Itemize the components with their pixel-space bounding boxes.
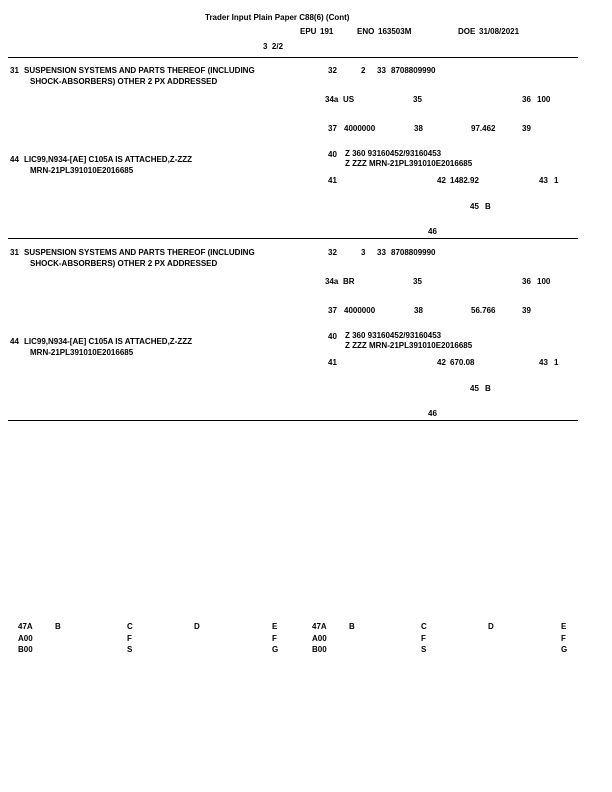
box47-col-d-header: D xyxy=(194,622,200,631)
box40-previous-document-line2: Z ZZZ MRN-21PL391010E2016685 xyxy=(345,159,473,168)
box47a-header: 47A xyxy=(18,622,33,631)
box43-label: 43 xyxy=(539,176,548,185)
box38-net-mass: 97.462 xyxy=(471,124,496,133)
box41-label: 41 xyxy=(328,358,337,367)
box40-label: 40 xyxy=(328,150,337,159)
box47-col-c-header: C xyxy=(127,622,133,631)
box34a-country-of-origin: BR xyxy=(343,277,355,286)
epu-label: EPU xyxy=(300,27,317,36)
box37-label: 37 xyxy=(328,124,337,133)
box32-label: 32 xyxy=(328,66,337,75)
box31-label: 31 xyxy=(10,66,19,75)
box47-col-d-header: D xyxy=(488,622,494,631)
tax-line-col-e-value: G xyxy=(272,645,279,654)
box40-label: 40 xyxy=(328,332,337,341)
tax-lines-block-right xyxy=(294,620,600,660)
item-end-rule xyxy=(8,420,578,421)
box39-label: 39 xyxy=(522,306,531,315)
box36-label: 36 xyxy=(522,95,531,104)
box38-net-mass: 56.766 xyxy=(471,306,496,315)
box47-col-e-header: E xyxy=(561,622,567,631)
box38-label: 38 xyxy=(414,306,423,315)
box31-goods-description-line2: SHOCK-ABSORBERS) OTHER 2 PX ADDRESSED xyxy=(30,77,218,86)
box41-label: 41 xyxy=(328,176,337,185)
box46-label: 46 xyxy=(428,227,437,236)
tax-line-col-c-value: F xyxy=(421,634,426,643)
box44-additional-info-line1: LIC99,N934-[AE] C105A IS ATTACHED,Z-ZZZ xyxy=(24,337,193,346)
tax-line-code: A00 xyxy=(312,634,327,643)
box42-item-price: 670.08 xyxy=(450,358,475,367)
box33-label: 33 xyxy=(377,66,386,75)
box47-col-e-header: E xyxy=(272,622,278,631)
box34a-label: 34a xyxy=(325,95,339,104)
box33-commodity-code: 8708809990 xyxy=(391,248,436,257)
tax-lines-area xyxy=(0,620,612,660)
box39-label: 39 xyxy=(522,124,531,133)
box47-col-b-header: B xyxy=(55,622,61,631)
box44-additional-info-line1: LIC99,N934-[AE] C105A IS ATTACHED,Z-ZZZ xyxy=(24,155,193,164)
box35-label: 35 xyxy=(413,277,422,286)
box33-commodity-code: 8708809990 xyxy=(391,66,436,75)
box46-label: 46 xyxy=(428,409,437,418)
doe-value: 31/08/2021 xyxy=(479,27,520,36)
box31-goods-description-line1: SUSPENSION SYSTEMS AND PARTS THEREOF (INCLUDING xyxy=(24,66,255,75)
form-title: Trader Input Plain Paper C88(6) (Cont) xyxy=(205,13,350,22)
box42-label: 42 xyxy=(437,176,446,185)
box37-label: 37 xyxy=(328,306,337,315)
box34a-label: 34a xyxy=(325,277,339,286)
tax-line-col-e-value: F xyxy=(272,634,277,643)
box32-item-number: 2 xyxy=(361,66,366,75)
box38-label: 38 xyxy=(414,124,423,133)
box36-label: 36 xyxy=(522,277,531,286)
box43-valuation-method: 1 xyxy=(554,358,559,367)
box34a-country-of-origin: US xyxy=(343,95,355,104)
eno-label: ENO xyxy=(357,27,375,36)
box36-preference: 100 xyxy=(537,277,551,286)
box37-procedure-code: 4000000 xyxy=(344,124,376,133)
tax-line-col-c-value: F xyxy=(127,634,132,643)
epu-value: 191 xyxy=(320,27,334,36)
tax-line-code: A00 xyxy=(18,634,33,643)
box45-label: 45 xyxy=(470,384,479,393)
box35-label: 35 xyxy=(413,95,422,104)
tax-lines-block-left xyxy=(0,620,306,660)
box45-adjustment: B xyxy=(485,202,491,211)
tax-line-code: B00 xyxy=(18,645,33,654)
box32-item-number: 3 xyxy=(361,248,366,257)
box40-previous-document-line1: Z 360 93160452/93160453 xyxy=(345,331,442,340)
box31-goods-description-line1: SUSPENSION SYSTEMS AND PARTS THEREOF (INCLUDING xyxy=(24,248,255,257)
box33-label: 33 xyxy=(377,248,386,257)
box44-additional-info-line2: MRN-21PL391010E2016685 xyxy=(30,348,134,357)
header-rule xyxy=(8,57,578,58)
box47-col-b-header: B xyxy=(349,622,355,631)
box44-label: 44 xyxy=(10,155,19,164)
box47a-header: 47A xyxy=(312,622,327,631)
box31-goods-description-line2: SHOCK-ABSORBERS) OTHER 2 PX ADDRESSED xyxy=(30,259,218,268)
box45-adjustment: B xyxy=(485,384,491,393)
box31-label: 31 xyxy=(10,248,19,257)
box45-label: 45 xyxy=(470,202,479,211)
tax-line-code: B00 xyxy=(312,645,327,654)
tax-line-col-c-value: S xyxy=(127,645,133,654)
doe-label: DOE xyxy=(458,27,476,36)
tax-line-col-e-value: G xyxy=(561,645,568,654)
declaration-item-1 xyxy=(0,64,612,246)
box37-procedure-code: 4000000 xyxy=(344,306,376,315)
box43-label: 43 xyxy=(539,358,548,367)
declaration-item-2 xyxy=(0,246,612,428)
box43-valuation-method: 1 xyxy=(554,176,559,185)
box36-preference: 100 xyxy=(537,95,551,104)
box40-previous-document-line2: Z ZZZ MRN-21PL391010E2016685 xyxy=(345,341,473,350)
box40-previous-document-line1: Z 360 93160452/93160453 xyxy=(345,149,442,158)
box42-item-price: 1482.92 xyxy=(450,176,479,185)
tax-line-col-e-value: F xyxy=(561,634,566,643)
box42-label: 42 xyxy=(437,358,446,367)
box47-col-c-header: C xyxy=(421,622,427,631)
item-page-indicator: 3 2/2 xyxy=(263,42,284,51)
tax-line-col-c-value: S xyxy=(421,645,427,654)
item-separator-rule xyxy=(8,238,578,239)
box44-additional-info-line2: MRN-21PL391010E2016685 xyxy=(30,166,134,175)
box32-label: 32 xyxy=(328,248,337,257)
eno-value: 163503M xyxy=(378,27,412,36)
box44-label: 44 xyxy=(10,337,19,346)
